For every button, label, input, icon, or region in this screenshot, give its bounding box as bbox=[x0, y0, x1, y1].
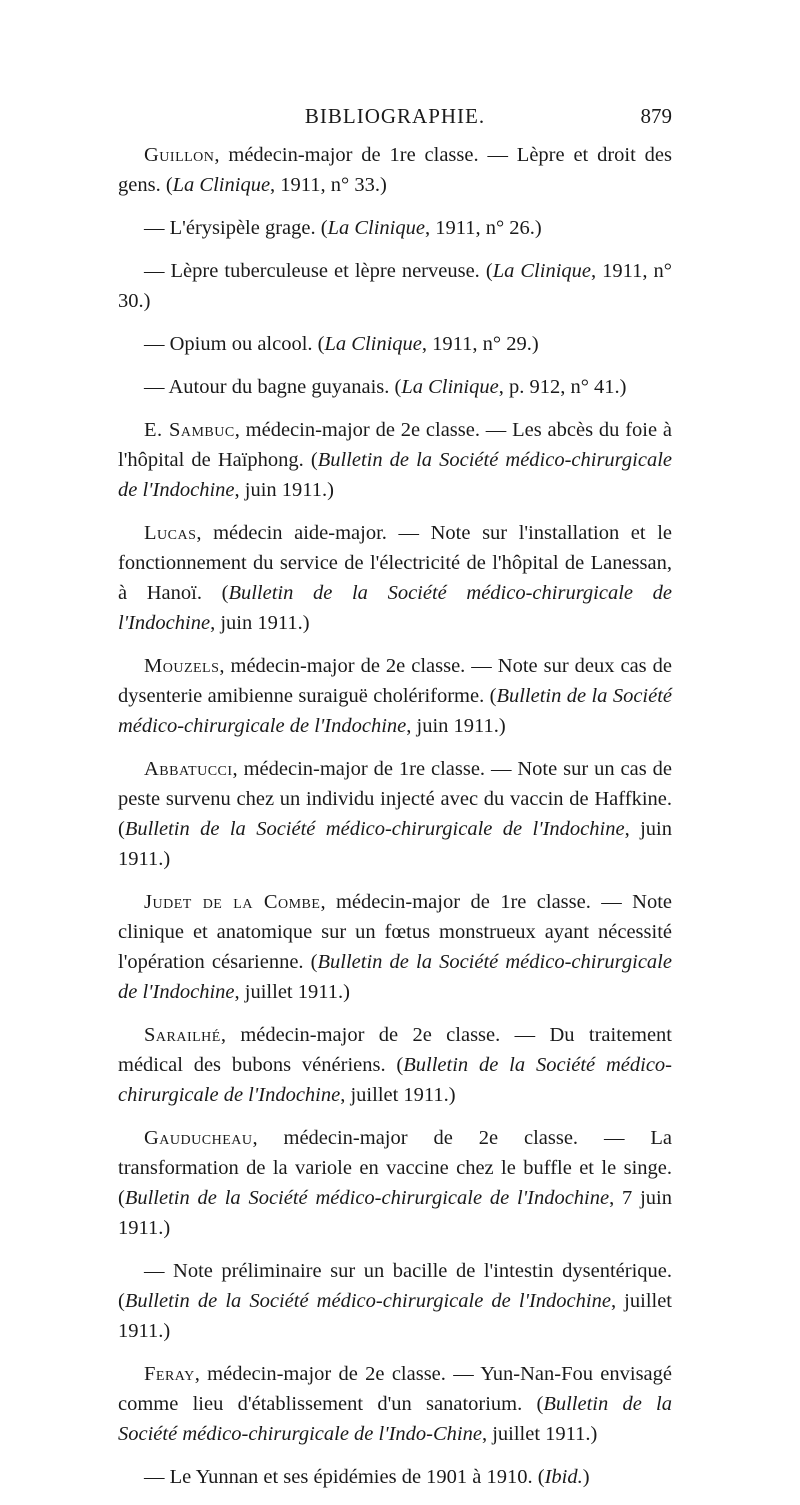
entry-text: — L'érysipèle grage. ( bbox=[144, 217, 328, 239]
journal-title: Bulletin de la Société médico-chirurgicale de l'Indochine bbox=[118, 685, 673, 737]
entry-citation: , juillet 1911.) bbox=[118, 1290, 673, 1342]
author-name: Judet de la Combe bbox=[144, 891, 321, 913]
bibliography-entry bbox=[118, 256, 672, 316]
journal-title: Bulletin de la Société médico-chirurgicale de l'Indochine bbox=[118, 951, 672, 1003]
entry-text: , médecin-major de 1re classe. — Lèpre et droit des gens. ( bbox=[118, 144, 672, 196]
bibliography-entry bbox=[118, 213, 672, 243]
author-name: Gauducheau bbox=[144, 1127, 253, 1149]
author-name: Lucas bbox=[144, 522, 197, 544]
journal-title: Bulletin de la Société médico-chirurgicale de l'Indochine bbox=[118, 582, 672, 634]
bibliography-entry bbox=[118, 1462, 672, 1492]
entry-text: , médecin-major de 1re classe. — Note sur un cas de peste survenu chez un individu injecté avec du vaccin de Haffkine. ( bbox=[118, 758, 672, 840]
bibliography-entry bbox=[118, 1256, 672, 1346]
bibliography-entry bbox=[118, 140, 672, 200]
journal-title: Bulletin de la Société médico-chirurgicale de l'Indochine bbox=[118, 449, 672, 501]
bibliography-entry bbox=[118, 1123, 672, 1243]
entry-citation: , juillet 1911.) bbox=[340, 1084, 456, 1106]
bibliography-entry bbox=[118, 887, 672, 1007]
bibliography-entry bbox=[118, 1359, 672, 1449]
journal-title: Bulletin de la Société médico-chirurgicale de l'Indo-Chine bbox=[118, 1393, 672, 1445]
entry-citation: , juin 1911.) bbox=[406, 715, 506, 737]
author-name: Mouzels bbox=[144, 655, 220, 677]
author-name: Guillon bbox=[144, 144, 215, 166]
bibliography-entry bbox=[118, 372, 672, 402]
bibliography-list bbox=[118, 140, 672, 1505]
entry-text: , médecin-major de 2e classe. — Du traitement médical des bubons vénériens. ( bbox=[118, 1024, 672, 1076]
journal-title: La Clinique bbox=[492, 260, 591, 282]
entry-text: , médecin-major de 2e classe. — Yun-Nan-Fou envisagé comme lieu d'établissement d'un sanatorium. ( bbox=[118, 1363, 672, 1415]
entry-citation: , juillet 1911.) bbox=[481, 1423, 598, 1445]
entry-text: — Opium ou alcool. ( bbox=[144, 333, 325, 355]
entry-text: , médecin-major de 1re classe. — Note clinique et anatomique sur un fœtus monstrueux ayant nécessité l'opération césarienne. ( bbox=[118, 891, 673, 973]
entry-citation: , juin 1911.) bbox=[234, 479, 334, 501]
entry-text: , médecin-major de 2e classe. — La transformation de la variole en vaccine chez le buffle et le singe. ( bbox=[118, 1127, 672, 1209]
entry-citation: , 7 juin 1911.) bbox=[118, 1187, 672, 1239]
author-name: E. Sambuc bbox=[144, 419, 235, 441]
author-name: Abbatucci bbox=[144, 758, 233, 780]
journal-title: La Clinique bbox=[327, 217, 425, 239]
entry-citation: , juin 1911.) bbox=[210, 612, 310, 634]
entry-text: — Note préliminaire sur un bacille de l'intestin dysentérique. ( bbox=[118, 1260, 672, 1312]
journal-title: La Clinique bbox=[172, 174, 271, 196]
entry-text: — Autour du bagne guyanais. ( bbox=[144, 376, 402, 398]
page-header bbox=[118, 100, 672, 134]
bibliography-entry bbox=[118, 415, 672, 505]
bibliography-entry bbox=[118, 518, 672, 638]
entry-text: , médecin-major de 2e classe. — Note sur deux cas de dysenterie amibienne suraiguë cholériforme. ( bbox=[118, 655, 672, 707]
bibliography-entry bbox=[118, 329, 672, 359]
bibliography-entry bbox=[118, 1020, 672, 1110]
page-number: 879 bbox=[640, 104, 672, 128]
entry-text: , médecin aide-major. — Note sur l'installation et le fonctionnement du service de l'électricité de l'hôpital de Lanessan, à Hanoï. ( bbox=[118, 522, 672, 604]
journal-title: La Clinique bbox=[401, 376, 499, 398]
entry-citation: , 1911, n° 29.) bbox=[421, 333, 539, 355]
bibliography-entry bbox=[118, 651, 672, 741]
journal-title: La Clinique bbox=[324, 333, 422, 355]
entry-citation: ) bbox=[582, 1466, 590, 1488]
entry-citation: , 1911, n° 33.) bbox=[270, 174, 387, 196]
author-name: Feray bbox=[144, 1363, 195, 1385]
journal-title: Bulletin de la Société médico-chirurgicale de l'Indochine bbox=[124, 1187, 610, 1209]
journal-title: Ibid. bbox=[544, 1466, 583, 1488]
entry-text: — Le Yunnan et ses épidémies de 1901 à 1910. ( bbox=[144, 1466, 545, 1488]
running-title: BIBLIOGRAPHIE. bbox=[304, 104, 486, 128]
bibliography-entry bbox=[118, 754, 672, 874]
entry-citation: , juin 1911.) bbox=[118, 818, 672, 870]
journal-title: Bulletin de la Société médico-chirurgicale de l'Indochine bbox=[124, 1290, 611, 1312]
entry-citation: , 1911, n° 26.) bbox=[424, 217, 542, 239]
entry-citation: , 1911, n° 30.) bbox=[118, 260, 672, 312]
journal-title: Bulletin de la Société médico-chirurgicale de l'Indochine bbox=[124, 818, 625, 840]
entry-citation: , p. 912, n° 41.) bbox=[498, 376, 627, 398]
author-name: Sarailhé bbox=[144, 1024, 221, 1046]
entry-citation: , juillet 1911.) bbox=[234, 981, 350, 1003]
entry-text: — Lèpre tuberculeuse et lèpre nerveuse. ( bbox=[144, 260, 493, 282]
entry-text: , médecin-major de 2e classe. — Les abcès du foie à l'hôpital de Haïphong. ( bbox=[118, 419, 672, 471]
journal-title: Bulletin de la Société médico-chirurgicale de l'Indochine bbox=[118, 1054, 672, 1106]
